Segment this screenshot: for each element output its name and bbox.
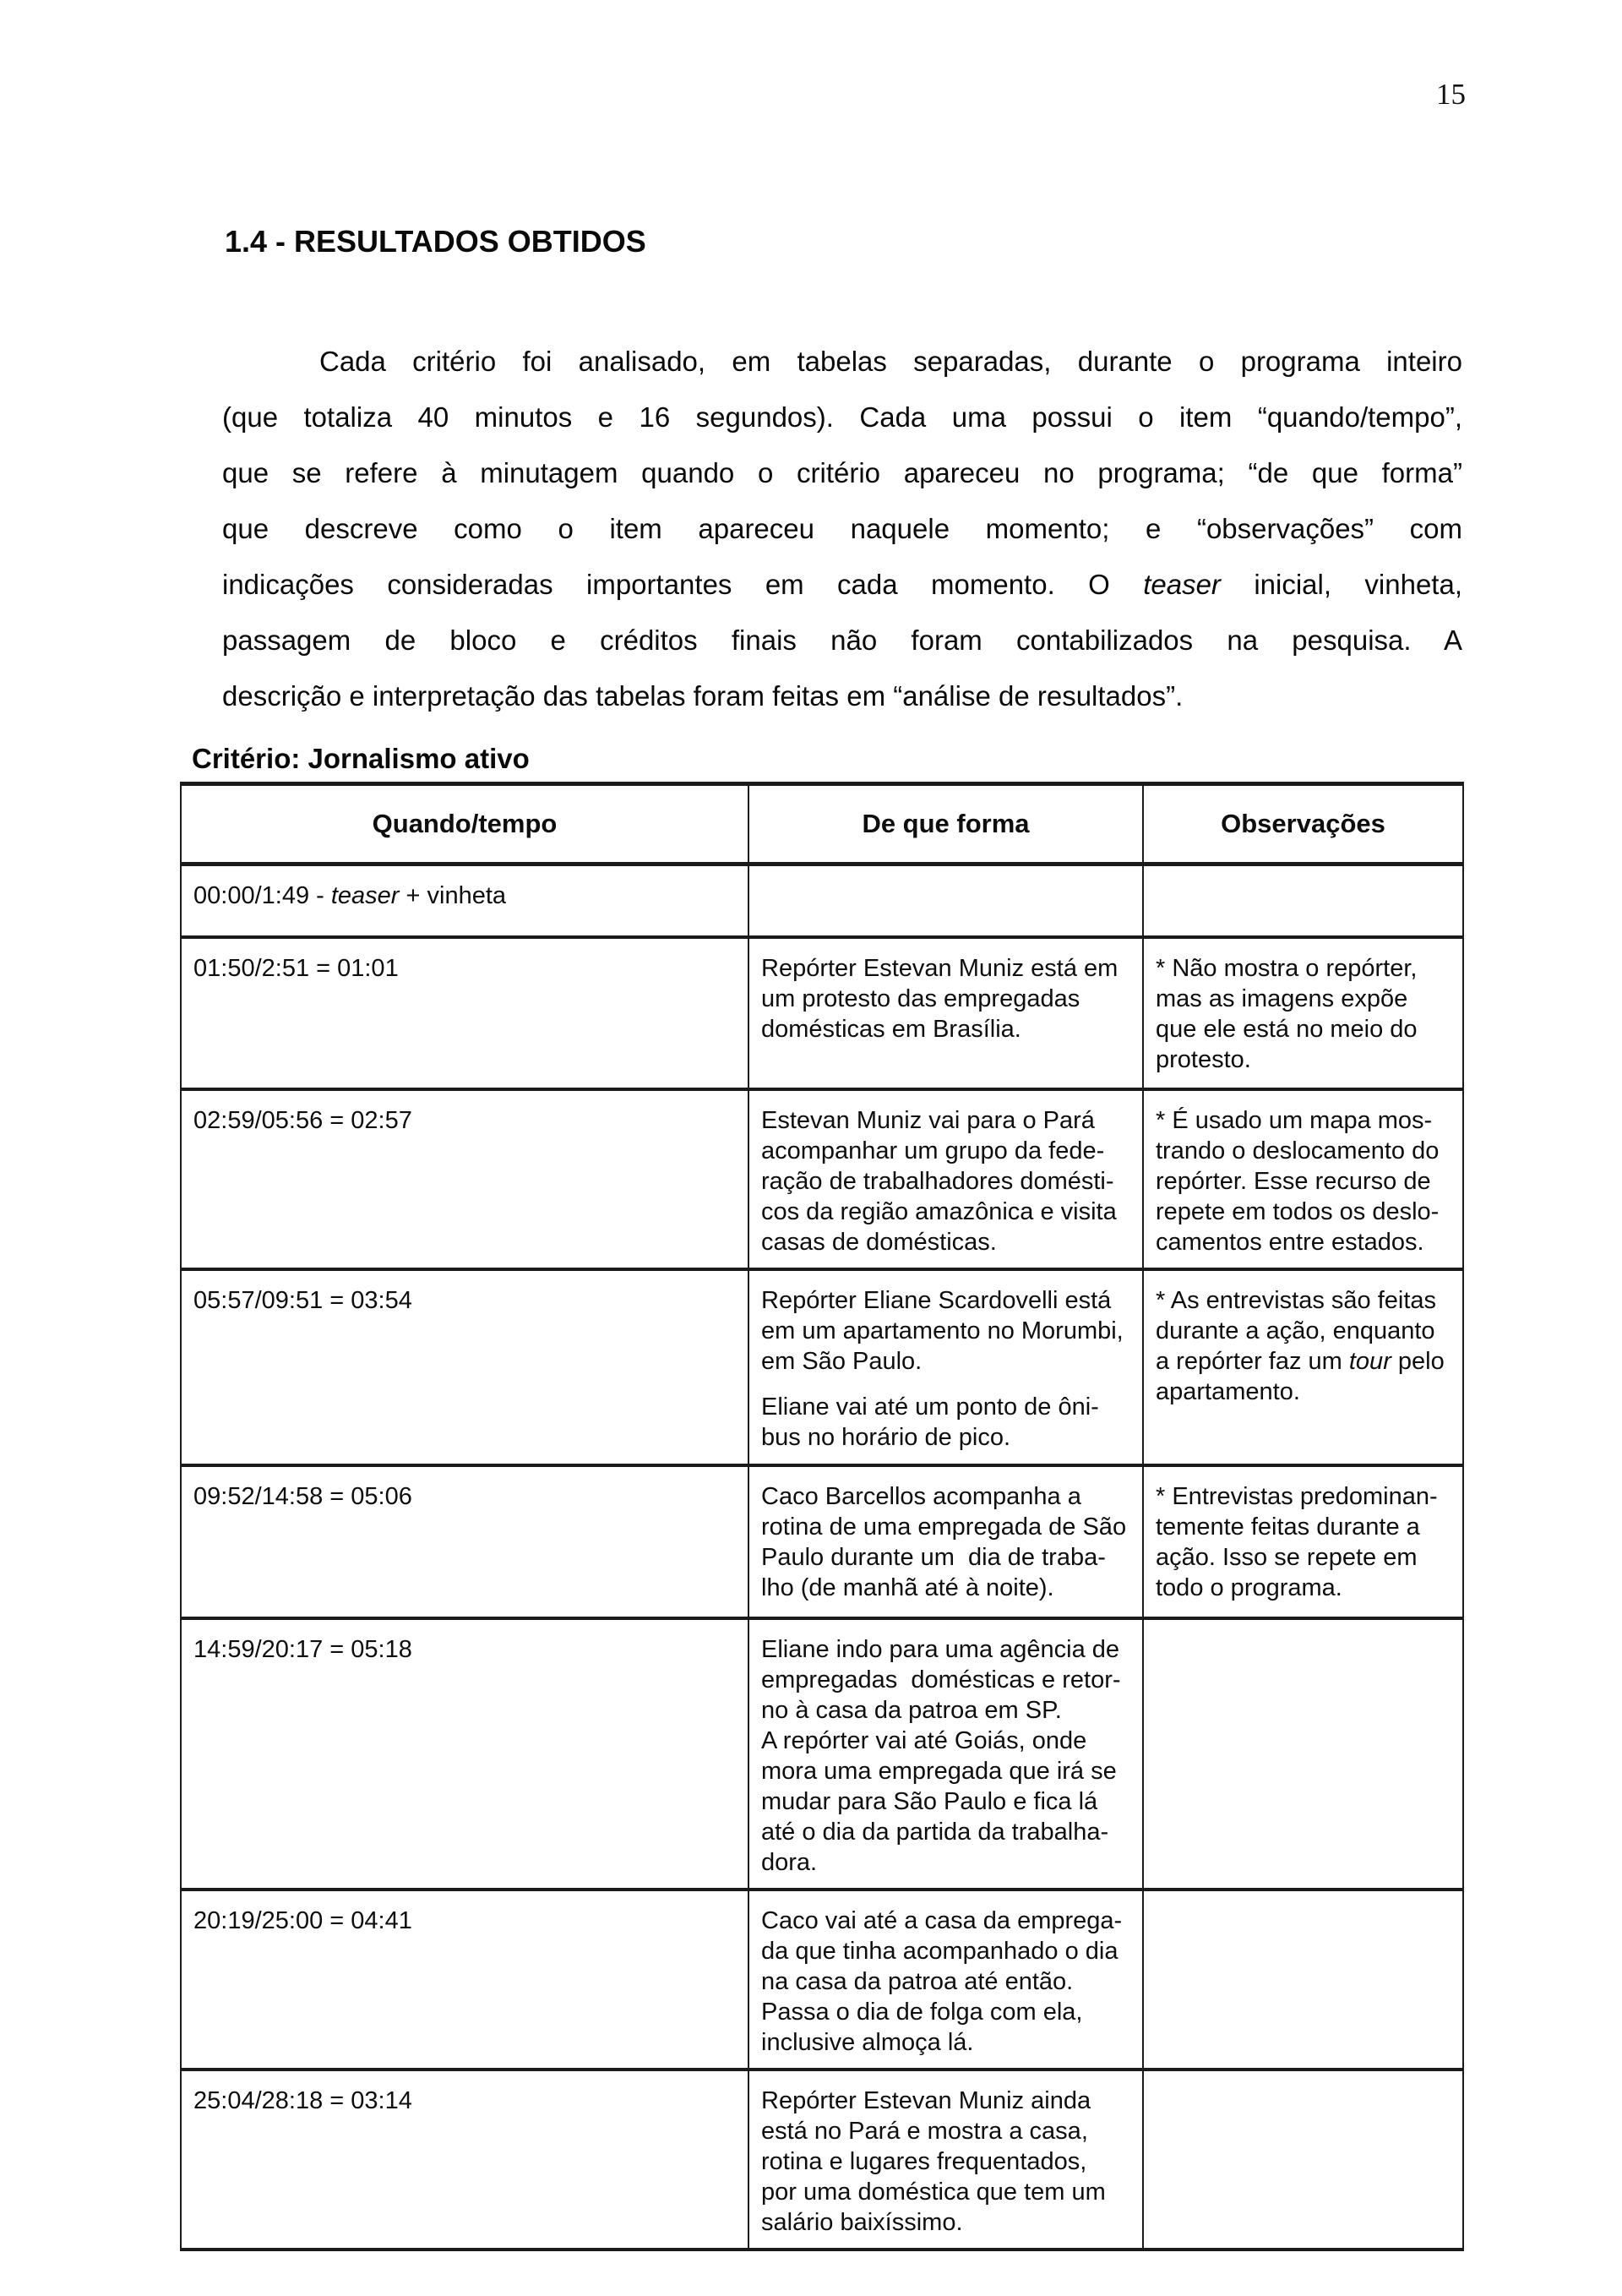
cell-line: 02:59/05:56 = 02:57 [193, 1106, 412, 1134]
cell-line: 05:57/09:51 = 03:54 [193, 1286, 412, 1314]
paragraph-line: descrição e interpretação das tabelas foram feitas em “análise de resultados”. [222, 680, 1184, 712]
cell-line: trando o deslocamento do [1156, 1137, 1440, 1164]
cell-line: Passa o dia de folga com ela, [761, 1998, 1083, 2026]
cell-line: 25:04/28:18 = 03:14 [193, 2086, 412, 2114]
cell-line: Estevan Muniz vai para o Pará [761, 1106, 1095, 1134]
cell-line: 20:19/25:00 = 04:41 [193, 1906, 412, 1934]
cell-quando-tempo [181, 937, 748, 1089]
cell-paragraph [761, 1285, 1132, 1377]
cell-line: mas as imagens expõe [1156, 984, 1408, 1012]
cell-line: Eliane vai até um ponto de ôni- [761, 1393, 1099, 1421]
cell-de-que-forma [748, 864, 1143, 937]
cell-line: por uma doméstica que tem um [761, 2178, 1106, 2206]
cell-line: Caco vai até a casa da emprega- [761, 1906, 1123, 1934]
cell-line: um protesto das empregadas [761, 984, 1080, 1012]
paragraph-line: Cada critério foi analisado, em tabelas separadas, durante o programa inteiro [319, 346, 1462, 377]
cell-observacoes [1143, 1465, 1463, 1618]
cell-line: ração de trabalhadores domésti- [761, 1167, 1114, 1195]
cell-line: apartamento. [1156, 1377, 1300, 1405]
cell-line: temente feitas durante a [1156, 1513, 1420, 1541]
cell-quando-tempo [181, 1089, 748, 1269]
cell-paragraph [761, 1105, 1132, 1257]
cell-paragraph [761, 1481, 1132, 1603]
cell-paragraph [761, 2086, 1132, 2238]
cell-line: rotina e lugares frequentados, [761, 2147, 1087, 2175]
table-row [181, 937, 1463, 1089]
cell-paragraph [761, 1906, 1132, 2058]
table-row [181, 1465, 1463, 1618]
column-header-quando-tempo: Quando/tempo [181, 784, 748, 864]
cell-line: protesto. [1156, 1045, 1251, 1073]
section-heading: 1.4 - RESULTADOS OBTIDOS [225, 224, 646, 259]
cell-line: 01:50/2:51 = 01:01 [193, 954, 399, 982]
cell-line: em um apartamento no Morumbi, [761, 1317, 1124, 1344]
page-number: 15 [1436, 78, 1466, 111]
table-row [181, 1269, 1463, 1465]
cell-line: 00:00/1:49 - teaser + vinheta [193, 882, 507, 909]
cell-line: que ele está no meio do [1156, 1015, 1418, 1043]
cell-observacoes [1143, 1089, 1463, 1269]
cell-line: 09:52/14:58 = 05:06 [193, 1482, 412, 1510]
cell-line: empregadas domésticas e retor- [761, 1666, 1121, 1693]
table-row [181, 864, 1463, 937]
cell-line: repete em todos os deslo- [1156, 1197, 1440, 1225]
cell-line: camentos entre estados. [1156, 1228, 1424, 1256]
cell-quando-tempo [181, 1465, 748, 1618]
cell-line: Repórter Eliane Scardovelli está [761, 1286, 1112, 1314]
cell-line: da que tinha acompanhado o dia [761, 1937, 1119, 1965]
cell-line: Repórter Estevan Muniz ainda [761, 2086, 1091, 2114]
cell-observacoes [1143, 937, 1463, 1089]
cell-line: bus no horário de pico. [761, 1423, 1011, 1451]
cell-observacoes [1143, 2070, 1463, 2250]
cell-paragraph [1156, 953, 1452, 1075]
cell-line: salário baixíssimo. [761, 2208, 963, 2236]
cell-line: no à casa da patroa em SP. [761, 1696, 1062, 1724]
cell-line: em São Paulo. [761, 1347, 923, 1375]
cell-paragraph [761, 953, 1132, 1044]
paragraph-line: que descreve como o item apareceu naquele momento; e “observações” com [222, 513, 1462, 544]
paragraph-line: passagem de bloco e créditos finais não foram contabilizados na pesquisa. A [222, 624, 1462, 656]
table-title: Critério: Jornalismo ativo [192, 743, 530, 774]
cell-line: todo o programa. [1156, 1573, 1342, 1601]
cell-de-que-forma [748, 1618, 1143, 1890]
column-header-observacoes: Observações [1143, 784, 1463, 864]
cell-quando-tempo [181, 1890, 748, 2070]
cell-line: casas de domésticas. [761, 1228, 997, 1256]
cell-line: inclusive almoça lá. [761, 2028, 974, 2056]
cell-quando-tempo [181, 1269, 748, 1465]
cell-paragraph [1156, 1105, 1452, 1257]
cell-line: Eliane indo para uma agência de [761, 1635, 1120, 1663]
cell-line: * Não mostra o repórter, [1156, 954, 1418, 982]
cell-line: Repórter Estevan Muniz está em [761, 954, 1119, 982]
cell-line: na casa da patroa até então. [761, 1967, 1074, 1995]
cell-line: domésticas em Brasília. [761, 1015, 1021, 1043]
cell-line: Paulo durante um dia de traba- [761, 1543, 1106, 1571]
cell-line: lho (de manhã até à noite). [761, 1573, 1054, 1601]
cell-line: dora. [761, 1848, 818, 1876]
cell-line: A repórter vai até Goiás, onde [761, 1726, 1087, 1754]
cell-line: mora uma empregada que irá se [761, 1757, 1117, 1785]
cell-de-que-forma [748, 937, 1143, 1089]
cell-observacoes [1143, 864, 1463, 937]
cell-de-que-forma [748, 1269, 1143, 1465]
table-header-row [181, 784, 1463, 864]
cell-line: rotina de uma empregada de São [761, 1513, 1127, 1541]
cell-line: cos da região amazônica e visita [761, 1197, 1117, 1225]
table-row [181, 1890, 1463, 2070]
cell-line: mudar para São Paulo e fica lá [761, 1787, 1098, 1815]
cell-quando-tempo [181, 864, 748, 937]
cell-line: está no Pará e mostra a casa, [761, 2117, 1088, 2145]
cell-line: Caco Barcellos acompanha a [761, 1482, 1081, 1510]
cell-quando-tempo [181, 1618, 748, 1890]
cell-de-que-forma [748, 1890, 1143, 2070]
cell-line: durante a ação, enquanto [1156, 1317, 1435, 1344]
cell-line: repórter. Esse recurso de [1156, 1167, 1431, 1195]
cell-paragraph [761, 1392, 1132, 1453]
cell-line: * As entrevistas são feitas [1156, 1286, 1437, 1314]
cell-line: * Entrevistas predominan- [1156, 1482, 1438, 1510]
cell-line: ação. Isso se repete em [1156, 1543, 1418, 1571]
paragraph-line: (que totaliza 40 minutos e 16 segundos). Cada uma possui o item “quando/tempo”, [222, 401, 1462, 433]
cell-de-que-forma [748, 1089, 1143, 1269]
cell-line: acompanhar um grupo da fede- [761, 1137, 1105, 1164]
cell-observacoes [1143, 1269, 1463, 1465]
cell-paragraph [761, 1634, 1132, 1878]
cell-line: * É usado um mapa mos- [1156, 1106, 1433, 1134]
table-row [181, 2070, 1463, 2250]
column-header-de-que-forma: De que forma [748, 784, 1143, 864]
cell-observacoes [1143, 1890, 1463, 2070]
paragraph-line: indicações consideradas importantes em cada momento. O teaser inicial, vinheta, [222, 569, 1462, 600]
cell-paragraph [1156, 1481, 1452, 1603]
cell-observacoes [1143, 1618, 1463, 1890]
cell-line: até o dia da partida da trabalha- [761, 1818, 1109, 1846]
cell-line: 14:59/20:17 = 05:18 [193, 1635, 412, 1663]
body-paragraph [222, 334, 1462, 724]
cell-de-que-forma [748, 1465, 1143, 1618]
criteria-table [180, 782, 1464, 2251]
cell-quando-tempo [181, 2070, 748, 2250]
cell-de-que-forma [748, 2070, 1143, 2250]
table-row [181, 1618, 1463, 1890]
paragraph-line: que se refere à minutagem quando o critério apareceu no programa; “de que forma” [222, 457, 1462, 488]
cell-line: a repórter faz um tour pelo [1156, 1347, 1445, 1375]
table-row [181, 1089, 1463, 1269]
cell-paragraph [1156, 1285, 1452, 1407]
